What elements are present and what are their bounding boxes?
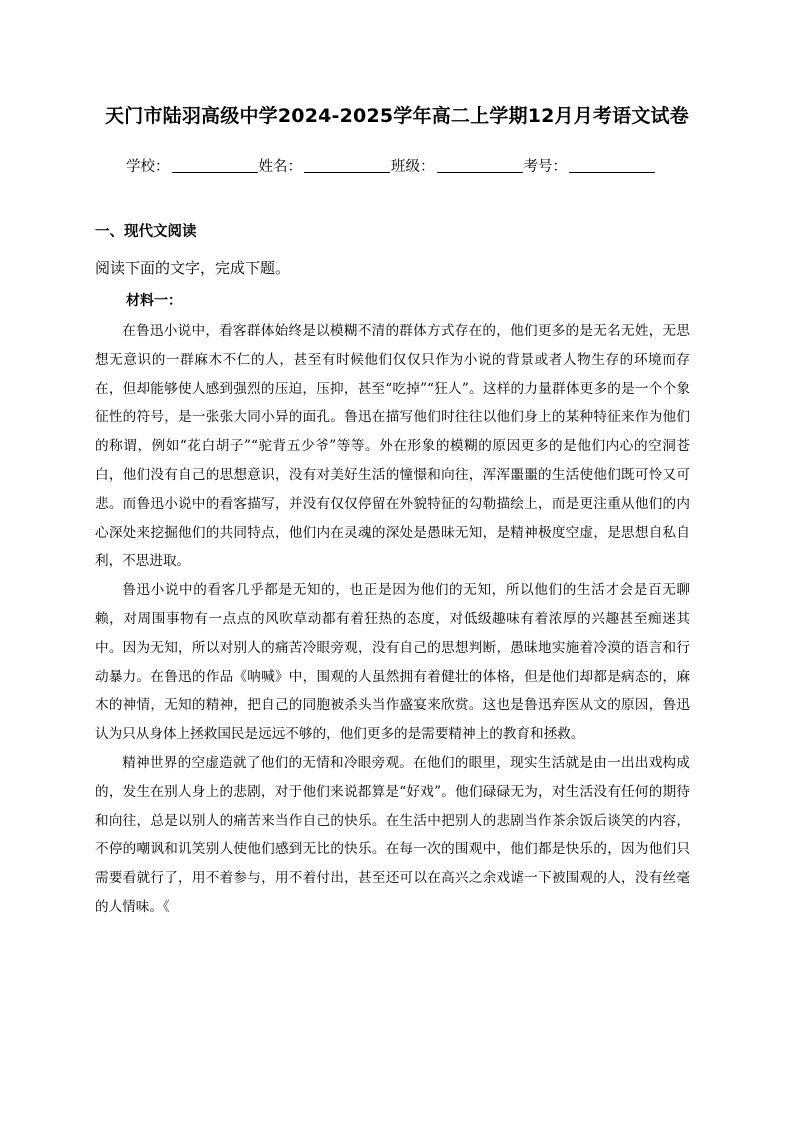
info-exam-number-label: 考号： [523,159,567,175]
info-school-label: 学校： [126,159,170,175]
passage-paragraph-3: 精神世界的空虚造就了他们的无情和冷眼旁观。在他们的眼里，现实生活就是由一出出戏构成的，发生在别人身上的悲剧，对于他们来说都算是“好戏”。他们碌碌无为，对生活没有任何的期待和向往，总是以别人的痛苦来当作自己的快乐。在生活中把别人的悲剧当作茶余饭后谈笑的内容，不停的嘲讽和讥笑别人使他们感到无比的快乐。在每一次的围观中，他们都是快乐的，因为他们只需要看就行了，用不着参与，用不着付出，甚至还可以在高兴之余戏谑一下被围观的人，没有丝毫的人情味。《 [95,754,690,915]
reading-instruction: 阅读下面的文字，完成下题。 [95,259,291,277]
passage-paragraph-1: 在鲁迅小说中，看客群体始终是以模糊不清的群体方式存在的，他们更多的是无名无姓，无思想无意识的一群麻木不仁的人，甚至有时候他们仅仅只作为小说的背景或者人物生存的环境而存在，但却能够使人感到强烈的压迫，压抑，甚至“吃掉”“狂人”。这样的力量群体更多的是一个个象征性的符号，是一张张大同小异的面孔。鲁迅在描写他们时往往以他们身上的某种特征来作为他们的称谓，例如“花白胡子”“驼背五少爷”等等。外在形象的模糊的原因更多的是他们内心的空洞苍白，他们没有自己的思想意识，没有对美好生活的憧憬和向往，浑浑噩噩的生活使他们既可怜又可悲。而鲁迅小说中的看客描写，并没有仅仅停留在外貌特征的勾勒描绘上，而是更注重从他们的内心深处来挖掘他们的共同特点，他们内在灵魂的深处是愚昧无知，是精神极度空虚，是思想自私自利，不思进取。 [95,323,690,570]
info-class-label: 班级： [391,159,435,175]
reading-passage [95,317,690,922]
info-name [259,155,392,176]
student-info-row [126,154,686,176]
info-exam-number [524,155,657,176]
info-class-blank [437,171,523,173]
section-heading: 一、现代文阅读 [95,224,197,240]
material-label: 材料一： [126,293,182,309]
info-exam-number-blank [569,171,655,173]
info-class [391,155,524,176]
info-school-blank [172,171,258,173]
passage-paragraph-2: 鲁迅小说中的看客几乎都是无知的，也正是因为他们的无知，所以他们的生活才会是百无聊赖，对周围事物有一点点的风吹草动都有着狂热的态度，对低级趣味有着浓厚的兴趣甚至痴迷其中。因为无知，所以对别人的痛苦冷眼旁观，没有自己的思想判断，愚昧地实施着冷漠的语言和行动暴力。在鲁迅的作品《呐喊》中，围观的人虽然拥有着健壮的体格，但是他们却都是病态的，麻木的神情，无知的精神，把自己的同胞被杀头当作盛宴来欣赏。这也是鲁迅弃医从文的原因，鲁迅认为只从身体上拯救国民是远远不够的，他们更多的是需要精神上的教育和拯救。 [95,582,690,743]
info-school [126,155,259,176]
info-name-label: 姓名： [258,159,302,175]
exam-title: 天门市陆羽高级中学2024-2025学年高二上学期12月月考语文试卷 [105,105,689,127]
info-name-blank [304,171,390,173]
